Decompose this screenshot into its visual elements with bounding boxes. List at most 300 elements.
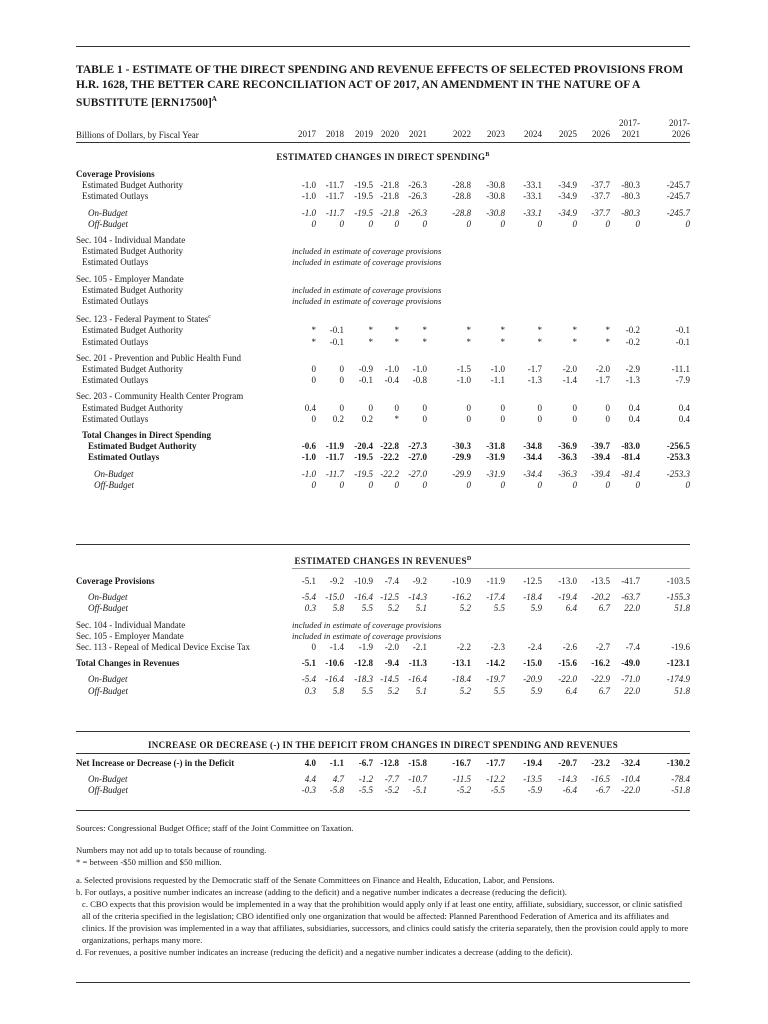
cell-value [316, 353, 344, 364]
table-row [76, 592, 690, 603]
cell-value: -21.8 [380, 191, 399, 202]
cell-value [471, 312, 505, 325]
cell-value [610, 169, 640, 180]
cell-value: -15.8 [408, 758, 427, 768]
cell-value [399, 391, 427, 402]
cell-value: * [394, 413, 399, 424]
cell-value: -33.1 [523, 191, 542, 202]
cell-value [276, 353, 316, 364]
cell-value: -29.9 [452, 452, 471, 463]
cell-value: -34.9 [558, 180, 577, 191]
cell-value [344, 430, 373, 441]
cell-value: -7.4 [625, 642, 640, 653]
cell-value [471, 169, 505, 180]
cell-value [471, 391, 505, 402]
cell-value: * [394, 336, 399, 347]
cell-value: 6.4 [565, 603, 577, 614]
cell-value: 0.2 [332, 413, 344, 424]
row-label: Sec. 113 - Repeal of Medical Device Excise Tax [76, 642, 251, 653]
row-label: On-Budget [88, 674, 128, 685]
cell-value [610, 312, 640, 325]
cell-value [276, 312, 316, 325]
cell-value: 0.4 [678, 402, 690, 413]
table-row [76, 441, 690, 452]
cell-value: -0.4 [384, 375, 399, 386]
cell-value: 0 [394, 402, 399, 413]
cell-value: -1.0 [412, 364, 427, 375]
cell-value [640, 353, 690, 364]
cell-value: -2.0 [595, 364, 610, 375]
cell-value [471, 430, 505, 441]
cell-value: -22.9 [591, 674, 610, 685]
cell-value [427, 391, 471, 402]
cell-value: -28.8 [452, 207, 471, 218]
year-header-2021: 2021 [409, 129, 427, 139]
row-label: Off-Budget [88, 603, 128, 614]
cell-value: 0 [311, 642, 316, 653]
cell-value: -11.3 [408, 658, 427, 669]
cell-value: -0.6 [301, 441, 316, 452]
cell-value: 0 [537, 218, 542, 229]
row-note: included in estimate of coverage provisions [292, 619, 442, 630]
cell-value: 5.2 [387, 685, 399, 696]
cell-value: 0.4 [628, 402, 640, 413]
cell-value: 0 [572, 479, 577, 490]
row-label: Estimated Outlays [82, 336, 149, 347]
cell-value: 0 [311, 218, 316, 229]
cell-value: -16.5 [591, 774, 610, 785]
cell-value: -2.1 [412, 642, 427, 653]
cell-value: -39.4 [591, 468, 610, 479]
cell-value: 0 [339, 218, 344, 229]
row-label: Estimated Outlays [82, 296, 149, 307]
cell-value: 0.2 [361, 413, 373, 424]
section-header-deficit: INCREASE OR DECREASE (-) IN THE DEFICIT FROM CHANGES IN DIRECT SPENDING AND REVENUES [147, 740, 619, 750]
row-note: included in estimate of coverage provisions [292, 284, 442, 295]
cell-value: -19.5 [354, 207, 373, 218]
cell-value: -12.8 [380, 758, 399, 768]
revenues-table [76, 576, 690, 697]
cell-value: -1.2 [358, 774, 373, 785]
cell-value: -12.5 [523, 576, 542, 586]
row-label: Estimated Outlays [82, 413, 149, 424]
cell-value: -5.4 [301, 592, 316, 603]
cell-value [542, 235, 577, 246]
cell-value: -71.0 [621, 674, 640, 685]
cell-value: 0 [422, 413, 427, 424]
cell-value: -20.7 [558, 758, 577, 768]
cell-value: 22.0 [624, 685, 640, 696]
cell-value: 0 [500, 413, 505, 424]
row-label: Net Increase or Decrease (-) in the Deficit [76, 758, 235, 768]
year-header-2025: 2025 [559, 129, 577, 139]
cell-value: 0 [466, 413, 471, 424]
note-b: b. For outlays, a positive number indicates an increase (adding to the deficit) and a negative number indicates a decrease (reducing the deficit). [76, 887, 567, 897]
cell-value [399, 353, 427, 364]
cell-value: 0 [685, 218, 690, 229]
cell-value [373, 353, 399, 364]
note-star: * = between -$50 million and $50 million. [76, 857, 222, 867]
cell-value [316, 312, 344, 325]
row-label: Off-Budget [88, 218, 128, 229]
cell-value: -37.7 [591, 207, 610, 218]
cell-value: -9.4 [384, 658, 399, 669]
cell-value [610, 353, 640, 364]
cell-value: -17.4 [486, 592, 505, 603]
table-row [76, 375, 690, 386]
cell-value: 5.1 [415, 685, 427, 696]
cell-value: -2.6 [562, 642, 577, 653]
cell-value: 6.7 [598, 603, 610, 614]
cell-value: -31.8 [486, 441, 505, 452]
cell-value [344, 391, 373, 402]
table-row [76, 480, 690, 491]
row-label: Estimated Budget Authority [82, 402, 183, 413]
cell-value [316, 274, 344, 285]
cell-value: 0 [605, 479, 610, 490]
row-note: included in estimate of coverage provisions [292, 630, 442, 641]
cell-value [577, 312, 610, 325]
cell-value: 0 [466, 479, 471, 490]
notes [76, 822, 690, 958]
cell-value [640, 169, 690, 180]
cell-value: -30.8 [486, 207, 505, 218]
cell-value: 5.8 [332, 685, 344, 696]
cell-value: -253.3 [666, 468, 690, 479]
cell-value: -36.3 [558, 468, 577, 479]
year-header-range1: 2017- 2021 [619, 118, 640, 139]
table-row [76, 391, 690, 402]
cell-value: 6.7 [598, 685, 610, 696]
cell-value [577, 169, 610, 180]
cell-value: -16.2 [591, 658, 610, 669]
cell-value: -16.7 [452, 758, 471, 768]
table-row [76, 285, 690, 296]
cell-value: -12.8 [354, 658, 373, 669]
table-row [76, 353, 690, 364]
row-label: On-Budget [88, 592, 128, 603]
row-label: Estimated Outlays [88, 452, 160, 463]
table-row [76, 452, 690, 463]
cell-value: -22.2 [380, 468, 399, 479]
cell-value: 51.8 [674, 603, 690, 614]
cell-value: -5.5 [358, 785, 373, 796]
cell-value: -41.7 [621, 576, 640, 586]
cell-value: -28.8 [452, 191, 471, 202]
cell-value [344, 169, 373, 180]
cell-value: -5.2 [456, 785, 471, 796]
cell-value: -11.7 [325, 452, 344, 463]
cell-value: -7.4 [384, 576, 399, 586]
cell-value: -16.4 [408, 674, 427, 685]
cell-value: -49.0 [621, 658, 640, 669]
cell-value [427, 274, 471, 285]
cell-value: 5.1 [415, 603, 427, 614]
table-row [76, 620, 690, 631]
cell-value: -256.5 [666, 441, 690, 452]
table-row [76, 785, 690, 796]
cell-value: -34.8 [523, 441, 542, 452]
cell-value [505, 274, 542, 285]
cell-value: 0 [466, 218, 471, 229]
cell-value: 5.5 [493, 685, 505, 696]
cell-value: -29.9 [452, 468, 471, 479]
revenues-end-rule [76, 731, 690, 732]
row-label: Sec. 203 - Community Health Center Program [76, 391, 244, 402]
cell-value [344, 235, 373, 246]
cell-value: -5.2 [384, 785, 399, 796]
cell-value: -2.2 [456, 642, 471, 653]
table-row [76, 296, 690, 307]
cell-value: -1.3 [625, 375, 640, 386]
table-row [76, 208, 690, 219]
cell-value [610, 235, 640, 246]
cell-value: -21.8 [380, 180, 399, 191]
page [76, 0, 690, 1024]
cell-value: 5.9 [530, 685, 542, 696]
cell-value: * [311, 336, 316, 347]
cell-value: -20.4 [354, 441, 373, 452]
cell-value [577, 235, 610, 246]
cell-value: -9.2 [412, 576, 427, 586]
cell-value: -130.2 [666, 758, 690, 768]
cell-value: * [572, 325, 577, 336]
row-label: Off-Budget [88, 785, 128, 796]
cell-value: -37.7 [591, 180, 610, 191]
cell-value: -1.5 [456, 364, 471, 375]
row-label: Estimated Budget Authority [82, 180, 183, 191]
cell-value [542, 312, 577, 325]
cell-value: -32.4 [621, 758, 640, 768]
cell-value: 5.5 [493, 603, 505, 614]
cell-value [577, 430, 610, 441]
row-label: Estimated Outlays [82, 191, 149, 202]
cell-value: 0 [339, 375, 344, 386]
cell-value [542, 430, 577, 441]
cell-value [276, 391, 316, 402]
deficit-subrule [76, 753, 690, 754]
cell-value [640, 430, 690, 441]
cell-value: 6.4 [565, 685, 577, 696]
cell-value: 51.8 [674, 685, 690, 696]
cell-value: -34.9 [558, 191, 577, 202]
cell-value: -1.0 [456, 375, 471, 386]
cell-value [344, 353, 373, 364]
cell-value: 0 [572, 402, 577, 413]
cell-value: -12.2 [486, 774, 505, 785]
row-label: Total Changes in Direct Spending [82, 430, 212, 441]
note-sources: Sources: Congressional Budget Office; staff of the Joint Committee on Taxation. [76, 823, 354, 833]
cell-value: -20.9 [523, 674, 542, 685]
cell-value: -34.4 [523, 452, 542, 463]
cell-value: 0 [422, 218, 427, 229]
cell-value [399, 274, 427, 285]
cell-value: -16.4 [325, 674, 344, 685]
row-label: Estimated Budget Authority [82, 325, 183, 336]
row-label: Estimated Budget Authority [82, 284, 183, 295]
cell-value: 0.4 [628, 413, 640, 424]
cell-value: -18.4 [452, 674, 471, 685]
cell-value: -14.2 [486, 658, 505, 669]
year-header-range2: 2017- 2026 [669, 118, 690, 139]
deficit-end-rule [76, 810, 690, 811]
cell-value: -27.3 [408, 441, 427, 452]
cell-value: 0 [685, 479, 690, 490]
column-header [76, 112, 690, 142]
cell-value: -11.9 [486, 576, 505, 586]
cell-value: -15.6 [558, 658, 577, 669]
row-label: Total Changes in Revenues [76, 658, 180, 669]
cell-value: 0 [537, 402, 542, 413]
cell-value: -9.2 [329, 576, 344, 586]
cell-value [276, 169, 316, 180]
row-note: included in estimate of coverage provisions [292, 246, 442, 257]
cell-value: -1.9 [358, 642, 373, 653]
cell-value: * [368, 325, 373, 336]
cell-value: -14.3 [558, 774, 577, 785]
cell-value: -14.5 [380, 674, 399, 685]
cell-value: 0 [605, 218, 610, 229]
row-label: On-Budget [94, 468, 134, 479]
cell-value: 5.5 [361, 603, 373, 614]
table-row [76, 603, 690, 614]
cell-value: -1.0 [301, 468, 316, 479]
row-label: Estimated Outlays [82, 257, 149, 268]
table-row [76, 414, 690, 425]
row-label: Estimated Budget Authority [88, 441, 197, 452]
cell-value [399, 235, 427, 246]
revenues-subrule [292, 568, 690, 569]
cell-value: -0.1 [675, 336, 690, 347]
cell-value: 0.4 [304, 402, 316, 413]
cell-value [471, 274, 505, 285]
cell-value: -34.4 [523, 468, 542, 479]
cell-value: -26.3 [408, 180, 427, 191]
table-row [76, 246, 690, 257]
table-row [76, 337, 690, 348]
cell-value [316, 235, 344, 246]
cell-value: -21.8 [380, 207, 399, 218]
cell-value: -1.3 [527, 375, 542, 386]
cell-value: -5.4 [301, 674, 316, 685]
cell-value: -22.2 [380, 452, 399, 463]
cell-value: 0 [339, 479, 344, 490]
cell-value: -6.4 [562, 785, 577, 796]
cell-value: * [572, 336, 577, 347]
cell-value: -1.4 [329, 642, 344, 653]
cell-value: -51.8 [671, 785, 690, 796]
cell-value: -253.3 [666, 452, 690, 463]
cell-value: -5.5 [490, 785, 505, 796]
table-row [76, 169, 690, 180]
cell-value [542, 169, 577, 180]
row-note: included in estimate of coverage provisions [292, 296, 442, 307]
cell-value: -5.9 [527, 785, 542, 796]
table-row [76, 235, 690, 246]
cell-value: 0 [500, 218, 505, 229]
cell-value: -1.7 [527, 364, 542, 375]
cell-value [505, 235, 542, 246]
cell-value: 0 [394, 479, 399, 490]
cell-value: 5.8 [332, 603, 344, 614]
cell-value [542, 391, 577, 402]
row-label: Coverage Provisions [76, 169, 155, 179]
cell-value [577, 274, 610, 285]
cell-value: * [422, 325, 427, 336]
year-header-2019: 2019 [355, 129, 373, 139]
cell-value [373, 391, 399, 402]
cell-value: -10.9 [354, 576, 373, 586]
cell-value: 0 [394, 218, 399, 229]
table-row [76, 686, 690, 697]
cell-value: -80.3 [621, 180, 640, 191]
cell-value: -11.1 [671, 364, 690, 375]
cell-value: -19.7 [486, 674, 505, 685]
note-a: a. Selected provisions requested by the Democratic staff of the Senate Committees on Finance and Health, Education, Labor, and Pensions. [76, 875, 555, 885]
cell-value: -2.7 [595, 642, 610, 653]
deficit-table [76, 758, 690, 797]
cell-value: 0 [572, 413, 577, 424]
cell-value: 0 [311, 479, 316, 490]
table-row [76, 219, 690, 230]
cell-value [373, 235, 399, 246]
cell-value: -103.5 [666, 576, 690, 586]
cell-value: -10.4 [621, 774, 640, 785]
cell-value: 0 [605, 402, 610, 413]
cell-value: * [605, 336, 610, 347]
cell-value: -5.1 [412, 785, 427, 796]
cell-value: -19.5 [354, 191, 373, 202]
cell-value: -39.4 [591, 452, 610, 463]
cell-value [640, 391, 690, 402]
cell-value [640, 274, 690, 285]
cell-value: -39.7 [591, 441, 610, 452]
cell-value: -37.7 [591, 191, 610, 202]
cell-value: -1.0 [384, 364, 399, 375]
cell-value: 0 [311, 413, 316, 424]
top-rule [76, 46, 690, 47]
cell-value [316, 391, 344, 402]
row-label: On-Budget [88, 774, 128, 785]
cell-value: * [394, 325, 399, 336]
cell-value: -16.2 [452, 592, 471, 603]
cell-value [471, 235, 505, 246]
cell-value: -2.0 [562, 364, 577, 375]
table-title: TABLE 1 - ESTIMATE OF THE DIRECT SPENDING AND REVENUE EFFECTS OF SELECTED PROVISIONS FROM H.R. 1628, THE BETTER CARE RECONCILIATION ACT OF 2017, AN AMENDMENT IN THE NATURE OF A SUBSTITUTE $[ERN17500]^A$ [76, 64, 684, 109]
cell-value: 0 [368, 402, 373, 413]
direct-spending-table [76, 169, 690, 491]
table-row [76, 312, 690, 325]
table-row [76, 257, 690, 268]
cell-value [577, 353, 610, 364]
year-header-2018: 2018 [326, 129, 344, 139]
cell-value [505, 169, 542, 180]
cell-value: -19.4 [523, 758, 542, 768]
cell-value: -27.0 [408, 452, 427, 463]
row-label: Sec. 105 - Employer Mandate [76, 273, 184, 284]
cell-value: -0.1 [329, 336, 344, 347]
cell-value: -36.9 [558, 441, 577, 452]
cell-value: -30.3 [452, 441, 471, 452]
table-row [76, 274, 690, 285]
cell-value [373, 274, 399, 285]
cell-value: -23.2 [591, 758, 610, 768]
cell-value: 0 [311, 364, 316, 375]
cell-value: -1.0 [301, 207, 316, 218]
cell-value: -63.7 [621, 592, 640, 603]
cell-value: * [500, 336, 505, 347]
cell-value: -19.4 [558, 592, 577, 603]
